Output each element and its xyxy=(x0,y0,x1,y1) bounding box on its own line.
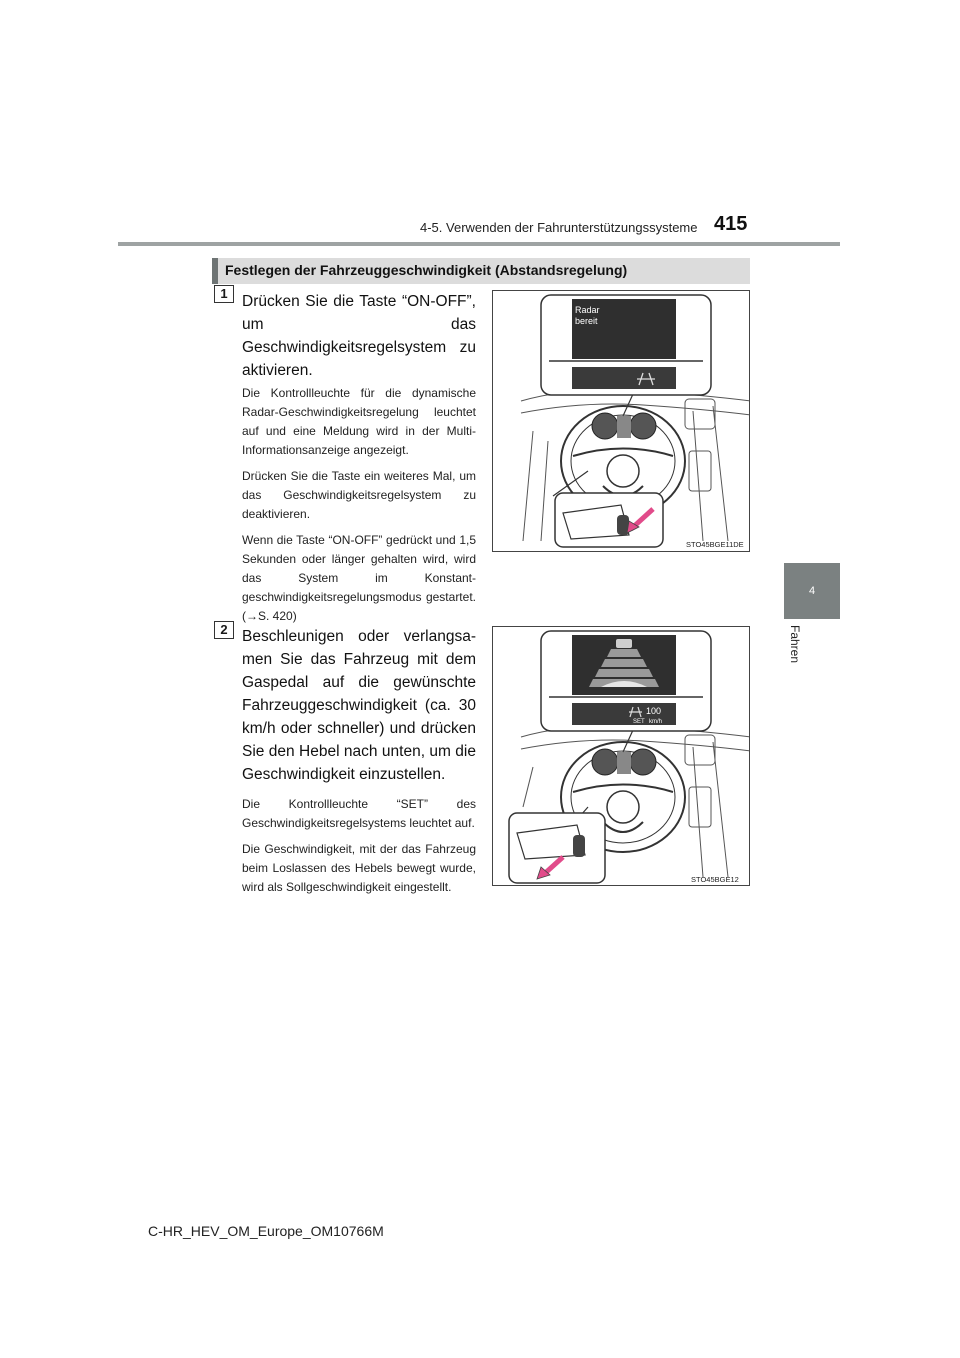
step-2-note: Die Geschwindigkeit, mit der das Fahrzeug beim Loslassen des Hebels bewegt wurde, wird als Sollgeschwindigkeit eingestellt. xyxy=(242,842,476,894)
step-2-note: Die Kontrollleuchte “SET” des Geschwindigkeitsregelsystems leuchtet auf. xyxy=(242,797,476,830)
chapter-label-text: Fahren xyxy=(788,625,802,664)
step-1-instruction: Drücken Sie die Taste “ON-OFF”, um das Geschwindigkeitsregelsystem zu aktivieren. xyxy=(242,293,476,379)
step-2-instruction: Beschleunigen oder verlangsamen Sie das Fahrzeug mit dem Gaspedal auf die gewünschte Fahrzeuggeschwindigkeit (ca. 30 km/h oder schneller) und drücken Sie den Hebel nach unten, um die Geschwindigkeit einzustellen. xyxy=(242,628,476,783)
figure-1-drawing xyxy=(493,291,750,552)
figure-step-1 xyxy=(492,290,750,552)
section-heading-text: Festlegen der Fahrzeuggeschwindigkeit (Abstandsregelung) xyxy=(225,262,628,278)
step-2-notes xyxy=(242,795,476,904)
section-heading xyxy=(212,258,750,284)
display-line-1: Radar xyxy=(575,305,600,315)
figure-2-drawing xyxy=(493,627,750,886)
speed-unit: km/h xyxy=(649,719,663,725)
header-rule xyxy=(118,242,840,246)
running-header: 4-5. Verwenden der Fahrunterstützungssysteme xyxy=(420,220,698,235)
set-speed-value: 100 xyxy=(646,706,662,716)
chapter-label xyxy=(790,625,802,685)
figure-code: STO45BGE12 xyxy=(691,875,739,884)
chapter-tab: 4 xyxy=(784,563,840,619)
figure-step-2 xyxy=(492,626,750,886)
set-label: SET xyxy=(633,719,645,725)
document-id: C-HR_HEV_OM_Europe_OM10766M xyxy=(148,1223,384,1239)
step-number-2: 2 xyxy=(214,621,234,639)
figure-code: STO45BGE11DE xyxy=(686,540,744,549)
step-1-notes xyxy=(242,384,476,633)
step-1-note: Wenn die Taste “ON-OFF” gedrückt und 1,5 Sekunden oder länger gehalten wird, wird das System im Konstantgeschwindigkeitsregelungsmodus gestartet. (→S. 420) xyxy=(242,533,476,623)
step-1-note: Die Kontrollleuchte für die dynamische Radar-Geschwindigkeitsregelung leuchtet auf und eine Meldung wird in der Multi-Informationsanzeige angezeigt. xyxy=(242,386,476,457)
step-1-note: Drücken Sie die Taste ein weiteres Mal, um das Geschwindigkeitsregelsystem zu deaktivieren. xyxy=(242,469,476,521)
display-line-2: bereit xyxy=(575,316,598,326)
page-number: 415 xyxy=(714,213,748,235)
step-number-1: 1 xyxy=(214,285,234,303)
